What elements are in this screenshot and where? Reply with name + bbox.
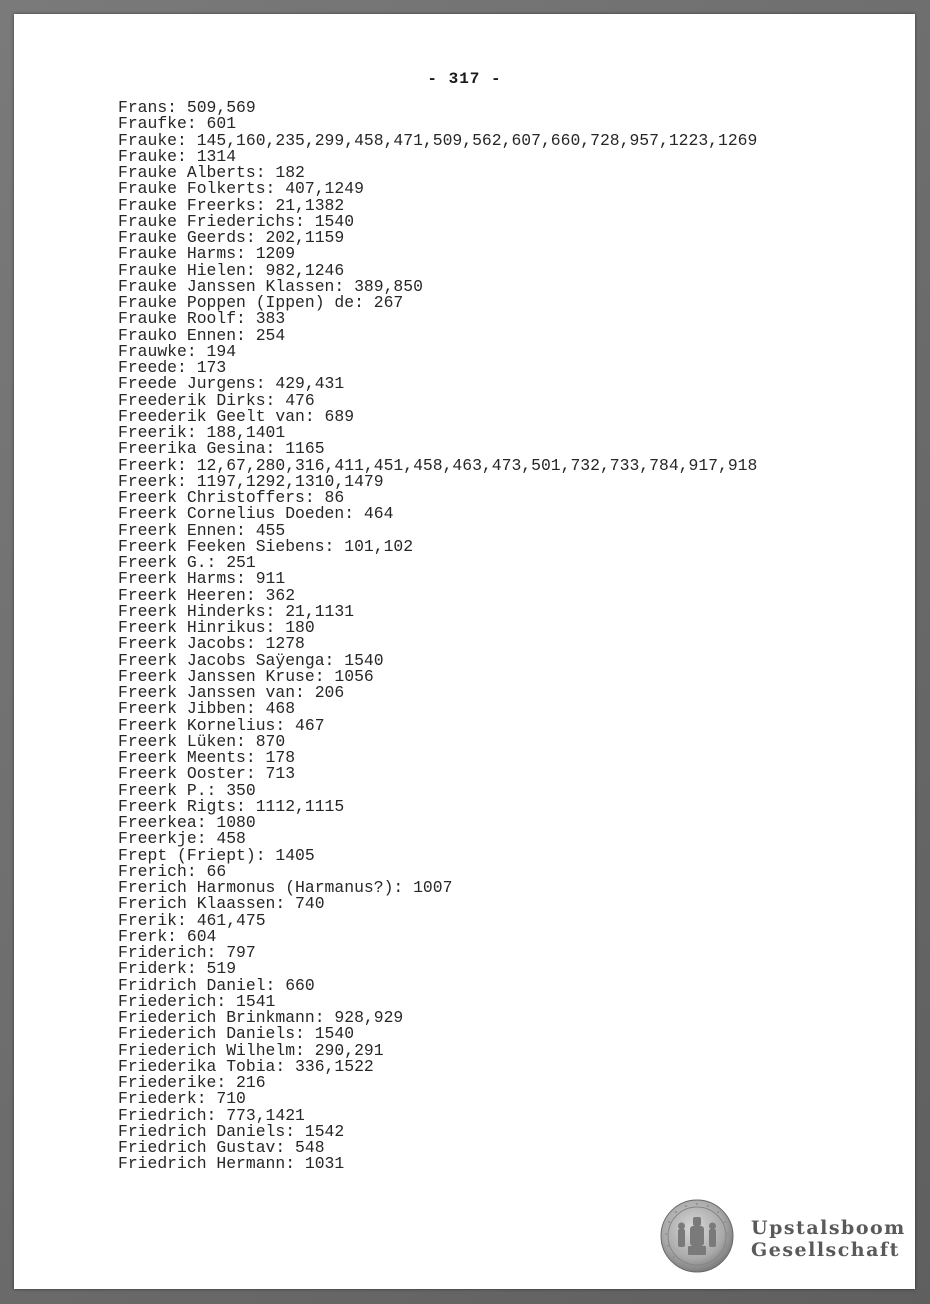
index-entry: Friederich Brinkmann: 928,929 xyxy=(118,1008,404,1027)
index-entry: Freerk Feeken Siebens: 101,102 xyxy=(118,536,414,556)
index-entry: Friderk: 519 xyxy=(118,959,237,979)
index-entry: Frept (Friept): 1405 xyxy=(118,845,315,865)
index-entry: Freerk Hinrikus: 180 xyxy=(118,618,315,637)
index-entry: Freederik Dirks: 476 xyxy=(118,390,315,410)
index-entry: Friedrich Hermann: 1031 xyxy=(118,1154,345,1174)
index-entry: Freerk Ooster: 713 xyxy=(118,764,296,784)
index-entry: Freerk Heeren: 362 xyxy=(118,585,296,605)
index-entry: Frauke: 1314 xyxy=(118,146,237,166)
index-entry: Freerk G.: 251 xyxy=(118,553,256,572)
index-entry: Friederk: 710 xyxy=(118,1089,246,1109)
index-entry: Frauke Harms: 1209 xyxy=(118,244,296,264)
index-entry: Freede: 173 xyxy=(118,358,227,377)
index-entry: Frans: 509,569 xyxy=(118,98,256,117)
index-entry: Freerk Jibben: 468 xyxy=(118,699,296,719)
index-entry: Freerkea: 1080 xyxy=(118,813,256,832)
index-entry: Freerk Rigts: 1112,1115 xyxy=(118,796,345,816)
page-number: - 317 - xyxy=(427,70,502,88)
index-entry: Friederike: 216 xyxy=(118,1073,266,1092)
index-entry: Friederich Wilhelm: 290,291 xyxy=(118,1040,384,1060)
index-entry: Frauke Alberts: 182 xyxy=(118,163,305,182)
index-entry: Freerk P.: 350 xyxy=(118,780,256,800)
index-entry: Friedrich Gustav: 548 xyxy=(118,1138,325,1157)
index-entry: Freerk Janssen Kruse: 1056 xyxy=(118,666,374,686)
upstalsboom-seal-icon xyxy=(660,1199,734,1273)
index-entry: Frerich: 66 xyxy=(118,861,227,881)
index-entry: Freederik Geelt van: 689 xyxy=(118,406,355,426)
society-name-line2: Gesellschaft xyxy=(751,1239,900,1261)
index-entry: Frauke Janssen Klassen: 389,850 xyxy=(118,276,423,296)
index-entry: Freerk Cornelius Doeden: 464 xyxy=(118,504,394,524)
index-entry: Frerk: 604 xyxy=(118,926,217,946)
index-entry: Fraufke: 601 xyxy=(118,114,237,134)
index-entry: Freerk: 1197,1292,1310,1479 xyxy=(118,471,384,491)
index-entry: Frauko Ennen: 254 xyxy=(118,325,286,345)
index-entry: Freerk Ennen: 455 xyxy=(118,520,286,540)
index-entry: Friederich Daniels: 1540 xyxy=(118,1024,355,1044)
index-entry: Friedrich Daniels: 1542 xyxy=(118,1121,345,1141)
index-entry: Freerk Meents: 178 xyxy=(118,748,296,767)
index-entry: Freerika Gesina: 1165 xyxy=(118,439,325,459)
society-name-line1: Upstalsboom xyxy=(751,1217,906,1239)
index-entry: Freerk Lüken: 870 xyxy=(118,731,286,751)
index-entry: Freerk Kornelius: 467 xyxy=(118,715,325,735)
index-entry: Freerk Janssen van: 206 xyxy=(118,683,345,702)
index-entry: Fridrich Daniel: 660 xyxy=(118,975,315,995)
index-entry: Frerich Harmonus (Harmanus?): 1007 xyxy=(118,878,453,897)
index-entry: Frauke Roolf: 383 xyxy=(118,309,286,329)
index-entry: Friederich: 1541 xyxy=(118,991,276,1011)
index-entry: Frauke Folkerts: 407,1249 xyxy=(118,179,364,199)
index-entry: Friederika Tobia: 336,1522 xyxy=(118,1056,374,1076)
document-page xyxy=(14,14,915,1289)
index-entry: Freerk Hinderks: 21,1131 xyxy=(118,601,355,621)
index-entry: Frauke Friederichs: 1540 xyxy=(118,211,355,231)
index-entry: Frerich Klaassen: 740 xyxy=(118,894,325,914)
index-entry: Freerk Christoffers: 86 xyxy=(118,488,345,507)
index-entry: Frauke Poppen (Ippen) de: 267 xyxy=(118,293,404,312)
society-name xyxy=(751,1217,906,1261)
index-entry: Frauke: 145,160,235,299,458,471,509,562,607,660,728,957,1223,1269 xyxy=(118,130,758,150)
index-entry: Frerik: 461,475 xyxy=(118,910,266,930)
index-entry: Friedrich: 773,1421 xyxy=(118,1105,305,1125)
index-entry: Freerk Jacobs: 1278 xyxy=(118,634,305,654)
index-entry: Frauke Freerks: 21,1382 xyxy=(118,195,345,215)
index-entry: Freerik: 188,1401 xyxy=(118,423,286,442)
index-entry: Friderich: 797 xyxy=(118,943,256,962)
name-index-list xyxy=(118,100,757,1173)
index-entry: Frauke Geerds: 202,1159 xyxy=(118,228,345,247)
index-entry: Freerk: 12,67,280,316,411,451,458,463,473,501,732,733,784,917,918 xyxy=(118,455,758,475)
index-entry: Freerkje: 458 xyxy=(118,829,246,849)
index-entry: Freerk Jacobs Saÿenga: 1540 xyxy=(118,650,384,670)
index-entry: Frauwke: 194 xyxy=(118,341,237,361)
index-entry: Freede Jurgens: 429,431 xyxy=(118,374,345,394)
index-entry: Freerk Harms: 911 xyxy=(118,569,286,589)
index-entry: Frauke Hielen: 982,1246 xyxy=(118,260,345,280)
